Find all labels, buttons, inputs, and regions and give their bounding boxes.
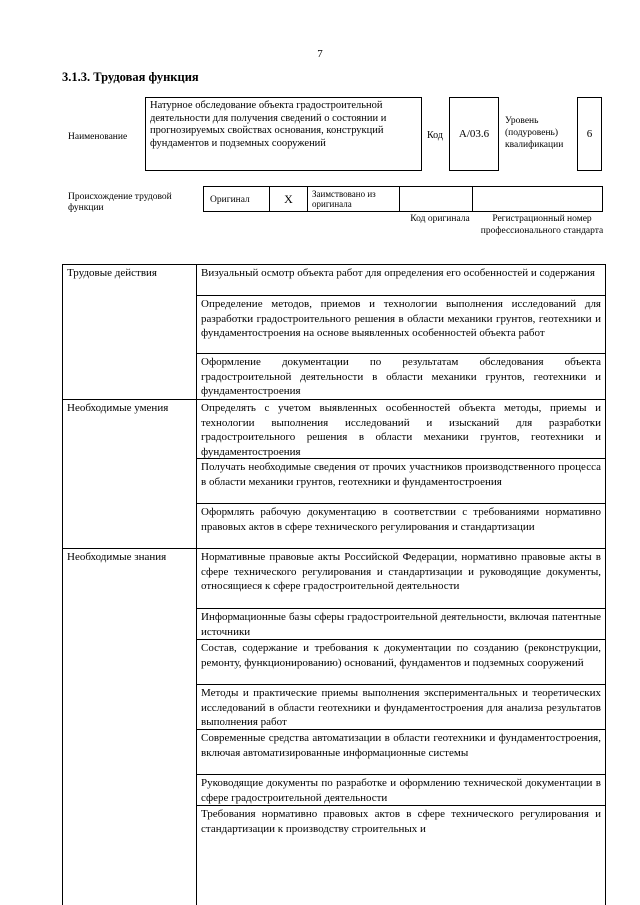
reg-number-cell — [472, 187, 602, 211]
original-code-caption: Код оригинала — [410, 214, 470, 224]
table-row: Получать необходимые сведения от прочих участников производственного процесса в области механики грунтов, геотехники и фундаментостроения — [197, 459, 605, 504]
origin-label: Происхождение трудовой функции — [68, 192, 172, 213]
page-number: 7 — [317, 48, 323, 60]
level-label-line-3: квалификации — [505, 140, 564, 150]
table-row: Современные средства автоматизации в области геотехники и фундаментостроения, включая автоматизированные информационные системы — [197, 730, 605, 775]
table-row: Определять с учетом выявленных особенностей объекта методы, приемы и технологии выполнения исследований и изысканий для разработки градостроительного решения в области механики грунтов, геотехники и фундаментостроения — [197, 400, 605, 459]
level-label-line-2: (подуровень) — [505, 128, 559, 138]
table-row: Методы и практические приемы выполнения экспериментальных и теоретических исследований в области геотехники и фундаментостроения для анализа результатов выполнения работ — [197, 685, 605, 730]
table-row: Руководящие документы по разработке и оформлению технической документации в сфере градостроительной деятельности — [197, 775, 605, 806]
name-label: Наименование — [68, 132, 128, 142]
borrowed-label: Заимствовано из оригинала — [308, 187, 400, 211]
section-label-skills: Необходимые умения — [67, 402, 169, 414]
level-label-line-1: Уровень — [505, 116, 539, 126]
original-mark: X — [270, 187, 308, 211]
table-row: Информационные базы сферы градостроительной деятельности, включая патентные источники — [197, 609, 605, 640]
original-label: Оригинал — [204, 187, 270, 211]
section-label-actions: Трудовые действия — [67, 267, 157, 279]
reg-number-caption: Регистрационный номер профессионального стандарта — [480, 214, 604, 236]
code-label: Код — [427, 130, 443, 141]
table-row: Требования нормативно правовых актов в сфере технического регулирования и стандартизации к производству строительных и — [201, 808, 601, 835]
original-code-cell — [400, 187, 473, 211]
code-value-box: A/03.6 — [449, 97, 499, 171]
origin-row — [203, 186, 603, 212]
section-label-knowledge: Необходимые знания — [67, 551, 167, 563]
section-divider — [62, 399, 197, 400]
table-row: Определение методов, приемов и технологии выполнения исследований для разработки градостроительного решения в области механики грунтов, геотехники и фундаментостроения на основе выявленных особенностей объекта работ — [197, 296, 605, 354]
table-row: Оформлять рабочую документацию в соответствии с требованиями нормативно правовых актов в сфере технического регулирования и стандартизации — [197, 504, 605, 549]
level-value-box: 6 — [577, 97, 602, 171]
table-row: Визуальный осмотр объекта работ для определения его особенностей и содержания — [197, 265, 605, 296]
table-row: Состав, содержание и требования к документации по созданию (реконструкции, ремонту, функционированию) оснований, фундаментов и подземных сооружений — [197, 640, 605, 685]
level-label — [505, 115, 563, 151]
table-row: Оформление документации по результатам обследования объекта градостроительной деятельности в области механики грунтов, геотехники и фундаментостроения — [197, 354, 605, 400]
section-heading: 3.1.3. Трудовая функция — [62, 70, 199, 84]
section-divider — [62, 548, 197, 549]
function-name-box: Натурное обследование объекта градостроительной деятельности для получения сведений о состоянии и прогнозируемых свойствах основания, конструкций фундаментов и подземных сооружений — [145, 97, 422, 171]
table-row: Нормативные правовые акты Российской Федерации, нормативно правовые акты в сфере технического регулирования и стандартизации и руководящие документы, относящиеся к сфере градостроительной деятельности — [197, 549, 605, 609]
